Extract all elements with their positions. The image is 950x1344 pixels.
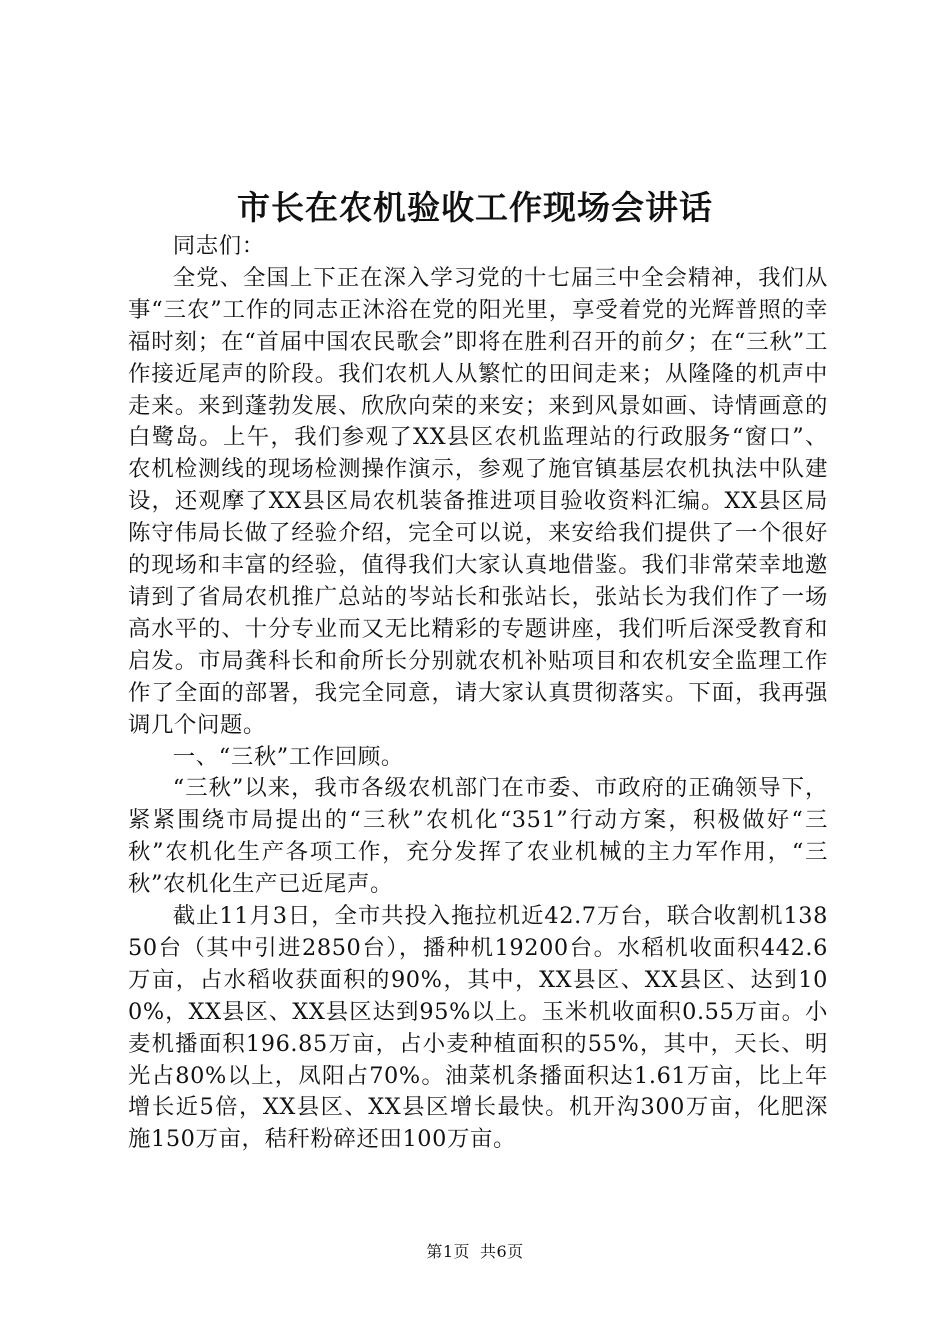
body-paragraph: “三秋”以来，我市各级农机部门在市委、市政府的正确领导下，紧紧围绕市局提出的“三秋”农机化“351”行动方案，积极做好“三秋”农机化生产各项工作，充分发挥了农业机械的主力军作用，“三秋”农机化生产已近尾声。 (128, 775, 828, 898)
section-heading: 一、“三秋”工作回顾。 (172, 743, 404, 770)
document-body (128, 231, 828, 1156)
page-number: 第1页 (426, 1242, 470, 1261)
body-paragraph: 截止11月3日，全市共投入拖拉机近42.7万台，联合收割机13850台（其中引进2850台），播种机19200台。水稻机收面积442.6万亩，占水稻收获面积的90%，其中，XX县区、XX县区、达到100%，XX县区、XX县区达到95%以上。玉米机收面积0.55万亩。小麦机播面积196.85万亩，占小麦种植面积的55%，其中，天长、明光占80%以上，凤阳占70%。油菜机条播面积达1.61万亩，比上年增长近5倍，XX县区、XX县区增长最快。机开沟300万亩，化肥深施150万亩，秸秆粉碎还田100万亩。 (128, 903, 828, 1153)
page-total: 共6页 (480, 1242, 524, 1261)
salutation-paragraph: 同志们： (172, 233, 265, 259)
body-paragraph: 全党、全国上下正在深入学习党的十七届三中全会精神，我们从事“三农”工作的同志正沐浴在党的阳光里，享受着党的光辉普照的幸福时刻；在“首届中国农民歌会”即将在胜利召开的前夕；在“三秋”工作接近尾声的阶段。我们农机人从繁忙的田间走来；从隆隆的机声中走来。来到蓬勃发展、欣欣向荣的来安；来到风景如画、诗情画意的白鹭岛。上午，我们参观了XX县区农机监理站的行政服务“窗口”、农机检测线的现场检测操作演示，参观了施官镇基层农机执法中队建设，还观摩了XX县区局农机装备推进项目验收资料汇编。XX县区局陈守伟局长做了经验介绍，完全可以说，来安给我们提供了一个很好的现场和丰富的经验，值得我们大家认真地借鉴。我们非常荣幸地邀请到了省局农机推广总站的岑站长和张站长，张站长为我们作了一场高水平的、十分专业而又无比精彩的专题讲座，我们听后深受教育和启发。市局龚科长和俞所长分别就农机补贴项目和农机安全监理工作作了全面的部署，我完全同意，请大家认真贯彻落实。下面，我再强调几个问题。 (128, 264, 828, 738)
page-footer (0, 1240, 950, 1264)
document-title: 市长在农机验收工作现场会讲话 (237, 188, 713, 227)
